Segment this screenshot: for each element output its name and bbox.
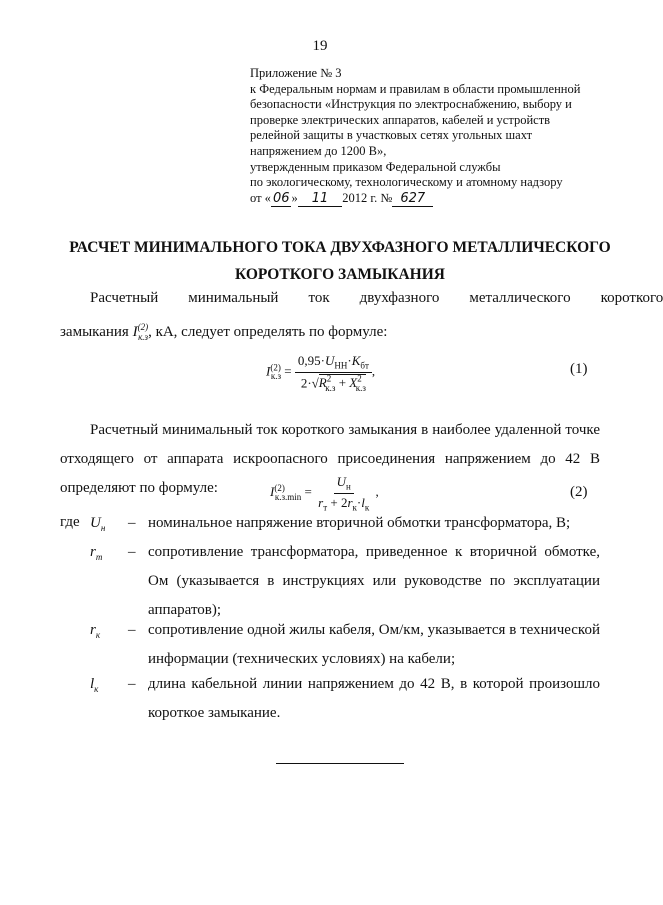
definition-text: номинальное напряжение вторичной обмотки трансформатора, В; xyxy=(148,515,571,531)
handwritten-order-number: 627 xyxy=(392,191,433,207)
definition-dash: – xyxy=(128,515,136,531)
definition-symbol: $r_к$ xyxy=(90,622,101,640)
definition-item xyxy=(90,509,600,538)
appendix-date-line xyxy=(250,191,610,207)
page-number: 19 xyxy=(312,38,328,54)
date-year: 2012 г. № xyxy=(342,190,393,205)
paragraph-line xyxy=(60,284,663,313)
title-line: РАСЧЕТ МИНИМАЛЬНОГО ТОКА ДВУХФАЗНОГО МЕТАЛЛИЧЕСКОГО xyxy=(69,239,611,256)
word: двухфазного xyxy=(359,290,440,306)
formula-2: $I^{(2)}_{к.з.min}$ = $\frac{U_н}{r_т + 2r_к\cdot l_к}$ , xyxy=(270,474,379,513)
definition-symbol: $U_н$ xyxy=(90,515,106,533)
definition-item xyxy=(90,538,600,625)
word: металлического xyxy=(469,290,571,306)
appendix-line: безопасности «Инструкция по электроснабжению, выбору и xyxy=(250,97,572,112)
definition-text: сопротивление одной жилы кабеля, Ом/км, указывается в технической информации (технических условиях) на кабели; xyxy=(148,622,600,667)
formula-2-fraction xyxy=(315,474,372,512)
appendix-line: напряжением до 1200 В», xyxy=(250,143,387,158)
formula-2-numerator: $U_н$ xyxy=(334,474,354,494)
definition-item xyxy=(90,616,600,674)
closing-rule xyxy=(276,763,404,764)
appendix-line: Приложение № 3 xyxy=(250,66,342,80)
text: , кА, следует определять по формуле: xyxy=(148,324,388,340)
definition-item xyxy=(90,670,600,728)
appendix-line: релейной защиты в участковых сетях угольных шахт xyxy=(250,128,533,143)
document-title xyxy=(60,234,620,288)
appendix-line: по экологическому, технологическому и атомному надзору xyxy=(250,175,563,190)
paragraph-second: Расчетный минимальный ток короткого замыкания в наиболее удаленной точке отходящего от аппарата искроопасного присоединения напряжением до 42 В определяют по формуле: xyxy=(60,422,600,496)
formula-1-numerator: $0,95\cdot U_{НН}\cdot K_{бт}$ xyxy=(295,353,372,373)
date-separator: » xyxy=(291,190,298,205)
definition-dash: – xyxy=(128,676,136,692)
paragraph-intro xyxy=(60,284,663,352)
definition-symbol: $r_т$ xyxy=(90,544,103,562)
word: минимальный xyxy=(188,290,279,306)
date-prefix: от « xyxy=(250,190,271,205)
current-symbol: $I^{(2)}_{к.з}$ xyxy=(132,322,149,342)
formula-1-fraction xyxy=(295,353,372,393)
word: короткого xyxy=(600,290,663,306)
definition-symbol: $l_к$ xyxy=(90,676,99,694)
definition-text: длина кабельной линии напряжением до 42 В, в которой произошло короткое замыкание. xyxy=(148,676,600,721)
appendix-line: проверке электрических аппаратов, кабелей и устройств xyxy=(250,112,551,127)
formula-2-denominator: $r_т + 2r_к\cdot l_к$ xyxy=(318,494,370,513)
word: ток xyxy=(308,290,330,306)
text: замыкания xyxy=(60,324,129,340)
appendix-line: утвержденным приказом Федеральной службы xyxy=(250,159,501,174)
definition-dash: – xyxy=(128,622,136,638)
word: Расчетный xyxy=(90,290,159,306)
where-word: где xyxy=(60,514,80,530)
definition-dash: – xyxy=(128,544,136,560)
handwritten-month: 11 xyxy=(298,191,343,207)
formula-1: $I^{(2)}_{к.з}$ = $\frac{0,95\cdot U_{НН}\cdot K_{бт}}{2\cdot√R^2_{к.з} + X^2_{к.з}}$ , xyxy=(266,353,376,393)
paragraph-line xyxy=(60,313,600,352)
definition-text: сопротивление трансформатора, приведенное к вторичной обмотке, Ом (указывается в инструкциях или руководстве по эксплуатации аппаратов); xyxy=(148,544,600,618)
equation-number-2: (2) xyxy=(570,484,588,500)
appendix-header xyxy=(250,66,610,206)
handwritten-day: 06 xyxy=(272,190,290,206)
appendix-line: к Федеральным нормам и правилам в области промышленной xyxy=(250,81,581,96)
equation-number-1: (1) xyxy=(570,361,588,377)
title-line: КОРОТКОГО ЗАМЫКАНИЯ xyxy=(235,266,445,283)
formula-1-denominator: $2\cdot√R^2_{к.з} + X^2_{к.з}$ xyxy=(300,373,366,393)
